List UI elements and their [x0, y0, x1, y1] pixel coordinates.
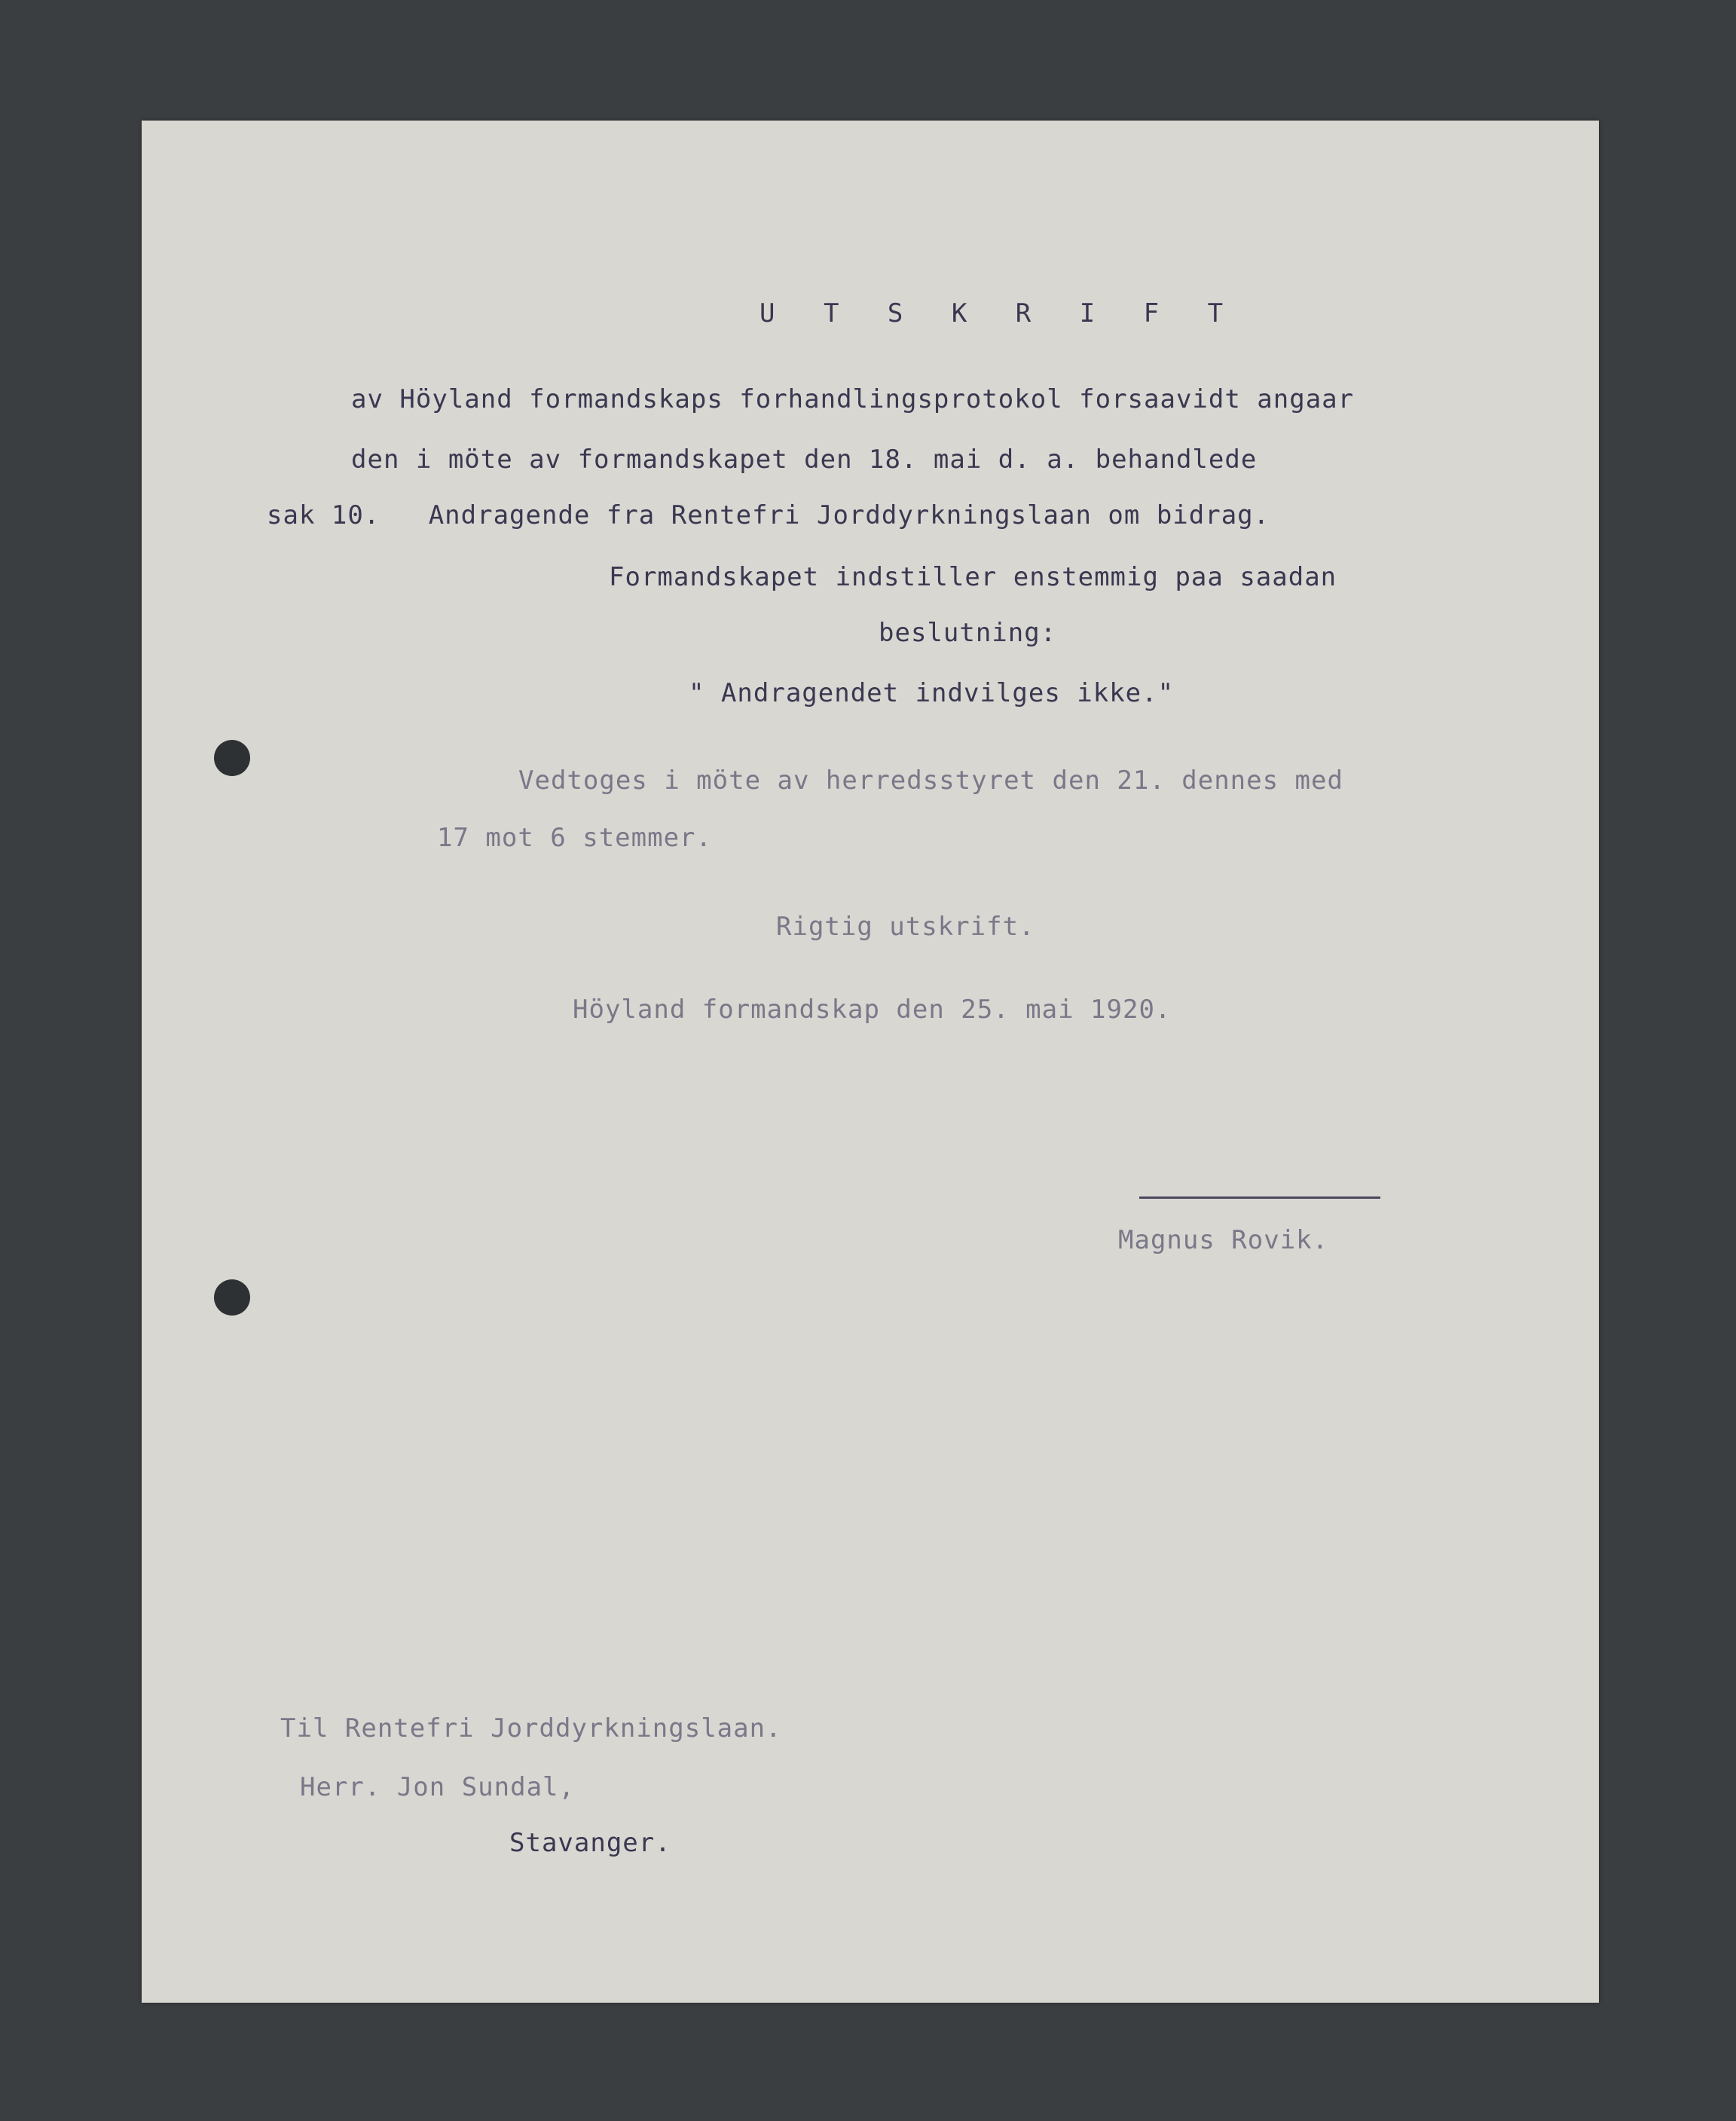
body-line: 17 mot 6 stemmer. — [437, 823, 712, 853]
date-line: Höyland formandskap den 25. mai 1920. — [573, 995, 1172, 1025]
punch-hole — [214, 740, 250, 776]
document-page — [142, 121, 1599, 2003]
signature-line — [1139, 1197, 1380, 1199]
body-line: Rigtig utskrift. — [776, 912, 1035, 942]
body-line: av Höyland formandskaps forhandlingsprotokol forsaavidt angaar — [351, 384, 1355, 414]
body-line: beslutning: — [879, 618, 1057, 648]
address-line: Til Rentefri Jorddyrkningslaan. — [280, 1713, 782, 1744]
body-line: " Andragendet indvilges ikke." — [689, 678, 1175, 708]
document-title: U T S K R I F T — [760, 298, 1240, 329]
body-line: sak 10. Andragende fra Rentefri Jorddyrkningslaan om bidrag. — [267, 500, 1270, 530]
address-line: Stavanger. — [509, 1828, 671, 1858]
address-line: Herr. Jon Sundal, — [300, 1772, 575, 1802]
body-line: Vedtoges i möte av herredsstyret den 21. dennes med — [518, 766, 1343, 796]
punch-hole — [214, 1279, 250, 1316]
body-line: Formandskapet indstiller enstemmig paa saadan — [609, 562, 1337, 592]
signature: Magnus Rovik. — [1118, 1225, 1329, 1255]
body-line: den i möte av formandskapet den 18. mai d. a. behandlede — [351, 445, 1258, 475]
